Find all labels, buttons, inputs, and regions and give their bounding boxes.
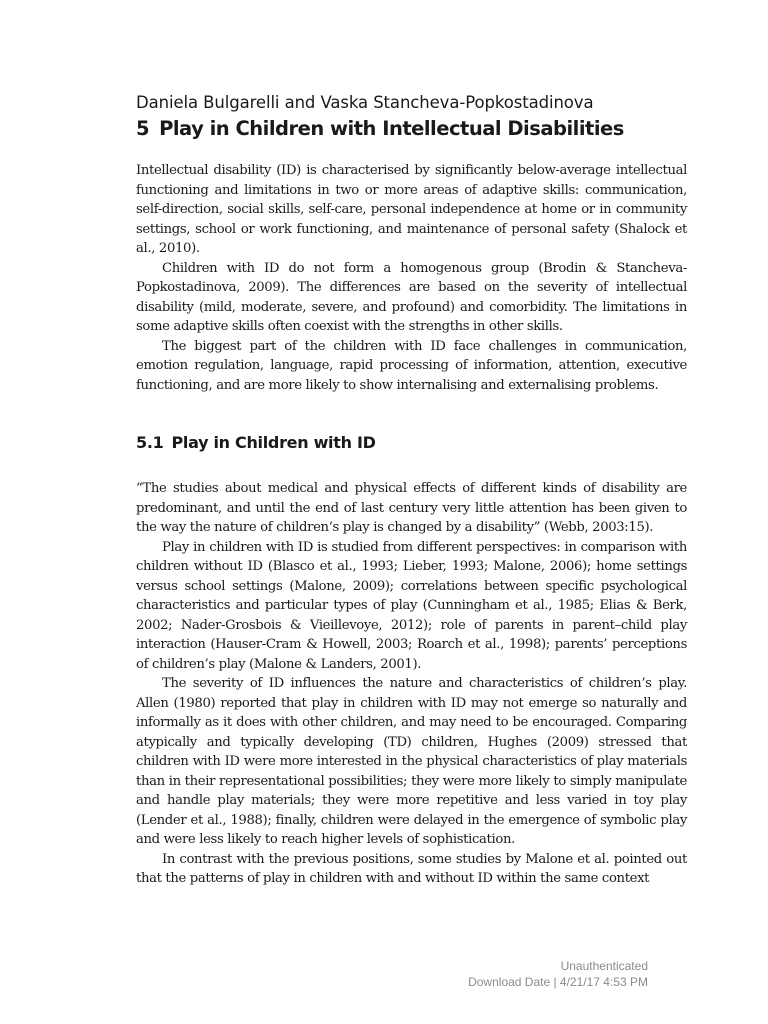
intro-paragraph-3: The biggest part of the children with ID face challenges in communication, emotion regulation, language, rapid processing of information, attention, executive functioning, and are more likely to show internalising and externalising problems. xyxy=(136,338,687,393)
footer-auth-status: Unauthenticated xyxy=(560,959,648,973)
intro-paragraph-1: Intellectual disability (ID) is characterised by significantly below-average intellectual functioning and limitations in two or more areas of adaptive skills: communication, self-direction, social skills, self-care, personal independence at home or in community settings, school or work functioning, and maintenance of personal safety (Shalock et al., 2010). xyxy=(136,163,687,256)
document-page xyxy=(136,92,687,889)
section-paragraph-2: Play in children with ID is studied from different perspectives: in comparison with children without ID (Blasco et al., 1993; Lieber, 1993; Malone, 2006); home settings versus school settings (Malone, 2009); correlations between specific psychological characteristics and particular types of play (Cunningham et al., 1985; Elias & Berk, 2002; Nader-Grosbois & Vieillevoye, 2012); role of parents in parent–child play interaction (Hauser-Cram & Howell, 2003; Roarch et al., 1998); parents’ perceptions of children’s play (Malone & Landers, 2001). xyxy=(136,539,687,672)
download-footer xyxy=(468,958,648,990)
chapter-title-text: Play in Children with Intellectual Disabilities xyxy=(159,117,624,140)
section-paragraph-3: The severity of ID influences the nature and characteristics of children’s play. Allen (1980) reported that play in children with ID may not emerge so naturally and informally as it does with other children, and may need to be encouraged. Comparing atypically and typically developing (TD) children, Hughes (2009) stressed that children with ID were more interested in the physical characteristics of play materials than in their representational possibilities; they were more likely to simply manipulate and handle play materials; they were more repetitive and less varied in toy play (Lender et al., 1988); finally, children were delayed in the emergence of symbolic play and were less likely to reach higher levels of sophistication. xyxy=(136,676,687,847)
section-text xyxy=(136,479,687,889)
section-paragraph-1: “The studies about medical and physical effects of different kinds of disability are predominant, and until the end of last century very little attention has been given to the way the nature of children’s play is changed by a disability” (Webb, 2003:15). xyxy=(136,481,687,535)
section-paragraph-4: In contrast with the previous positions, some studies by Malone et al. pointed out that the patterns of play in children with and without ID within the same context xyxy=(136,851,687,886)
section-number: 5.1 xyxy=(136,433,164,452)
chapter-number: 5 xyxy=(136,117,150,140)
chapter-title xyxy=(136,114,687,144)
intro-text xyxy=(136,161,687,395)
intro-paragraph-2: Children with ID do not form a homogenous group (Brodin & Stancheva-Popkostadinova, 2009). The differences are based on the severity of intellectual disability (mild, moderate, severe, and profound) and comorbidity. The limitations in some adaptive skills often coexist with the strengths in other skills. xyxy=(136,260,687,334)
footer-download-date: Download Date | 4/21/17 4:53 PM xyxy=(468,975,648,989)
section-heading xyxy=(136,432,687,454)
section-title: Play in Children with ID xyxy=(171,433,376,452)
chapter-authors: Daniela Bulgarelli and Vaska Stancheva-Popkostadinova xyxy=(136,93,594,112)
